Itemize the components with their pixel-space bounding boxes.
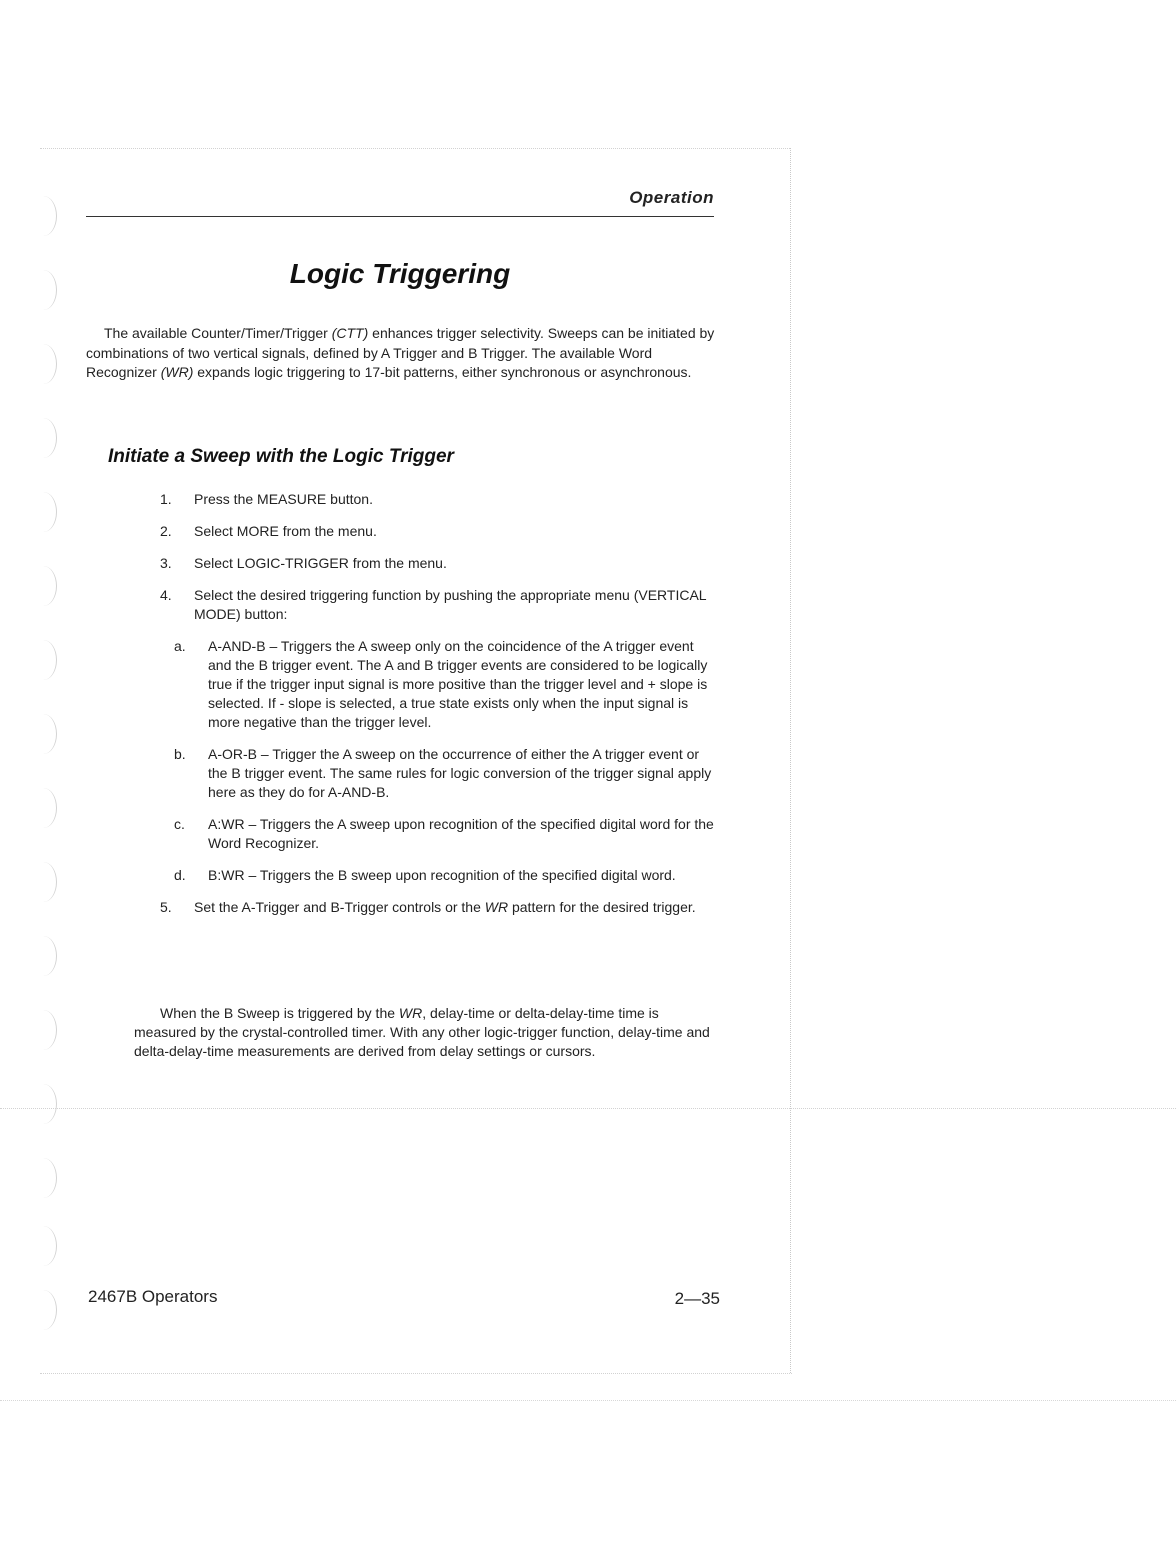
binder-hole-icon bbox=[30, 566, 57, 606]
sub-text: A:WR – Triggers the A sweep upon recognition of the specified digital word for the Word Recognizer. bbox=[208, 816, 714, 851]
page-edge-top bbox=[40, 148, 790, 149]
binder-hole-icon bbox=[30, 788, 57, 828]
section-heading: Initiate a Sweep with the Logic Trigger bbox=[108, 446, 454, 467]
list-item bbox=[160, 522, 720, 541]
step-number: 2. bbox=[160, 523, 172, 539]
step-text: Select LOGIC-TRIGGER from the menu. bbox=[194, 555, 447, 571]
step-text-1: Set the A-Trigger and B-Trigger controls or the bbox=[194, 899, 485, 915]
binder-hole-icon bbox=[30, 196, 57, 236]
step-text-2: pattern for the desired trigger. bbox=[508, 899, 696, 915]
sub-letter: b. bbox=[174, 746, 186, 762]
step-number: 5. bbox=[160, 899, 172, 915]
binder-hole-icon bbox=[30, 344, 57, 384]
binder-hole-icon bbox=[30, 936, 57, 976]
intro-ctt: (CTT) bbox=[331, 325, 369, 341]
sub-text: B:WR – Triggers the B sweep upon recognition of the specified digital word. bbox=[208, 867, 676, 883]
sub-letter: d. bbox=[174, 867, 186, 883]
binder-hole-icon bbox=[30, 270, 57, 310]
sub-list-item bbox=[160, 637, 720, 732]
step-number: 1. bbox=[160, 491, 172, 507]
closing-text-1: When the B Sweep is triggered by the bbox=[160, 1005, 399, 1021]
header-rule bbox=[86, 216, 714, 217]
step-list bbox=[160, 490, 720, 930]
binder-hole-icon bbox=[30, 862, 57, 902]
binder-hole-icon bbox=[30, 418, 57, 458]
page-edge-bottom bbox=[40, 1373, 792, 1374]
intro-text-1: The available Counter/Timer/Trigger bbox=[104, 325, 332, 341]
step-number: 4. bbox=[160, 587, 172, 603]
binder-hole-icon bbox=[30, 1290, 57, 1330]
closing-wr: WR bbox=[398, 1005, 423, 1021]
intro-text-3: expands logic triggering to 17-bit patterns, either synchronous or asynchronous. bbox=[193, 364, 692, 380]
step-text: Select MORE from the menu. bbox=[194, 523, 377, 539]
step-text: Select the desired triggering function by pushing the appropriate menu (VERTICAL MODE) button: bbox=[194, 587, 707, 622]
page-title: Logic Triggering bbox=[289, 258, 511, 289]
sub-list-item bbox=[160, 815, 720, 853]
footer-page-number: 2—35 bbox=[674, 1289, 720, 1308]
page-edge-right bbox=[790, 148, 791, 1373]
list-item bbox=[160, 554, 720, 573]
step-number: 3. bbox=[160, 555, 172, 571]
intro-paragraph bbox=[86, 324, 716, 383]
sub-list-item bbox=[160, 866, 720, 885]
footer-manual-name: 2467B Operators bbox=[88, 1287, 218, 1306]
sub-letter: a. bbox=[174, 638, 186, 654]
binder-hole-icon bbox=[30, 1158, 57, 1198]
binder-hole-icon bbox=[30, 1226, 57, 1266]
sub-text: A-OR-B – Trigger the A sweep on the occurrence of either the A trigger event or the B trigger event. The same rules for logic conversion of the trigger signal apply here as they do for A-AND-B. bbox=[208, 746, 712, 800]
step-text: Press the MEASURE button. bbox=[194, 491, 373, 507]
binder-hole-icon bbox=[30, 714, 57, 754]
running-head: Operation bbox=[629, 188, 714, 207]
binder-hole-icon bbox=[30, 640, 57, 680]
intro-wr: (WR) bbox=[160, 364, 194, 380]
scan-line bbox=[0, 1108, 1176, 1109]
binder-hole-icon bbox=[30, 492, 57, 532]
binder-hole-icon bbox=[30, 1010, 57, 1050]
scan-line-bottom bbox=[0, 1400, 1176, 1401]
sub-text: A-AND-B – Triggers the A sweep only on the coincidence of the A trigger event and the B trigger event. The A and B trigger events are considered to be logically true if the trigger input signal is more positive than the trigger level and + slope is selected. If - slope is selected, a true state exists only when the input signal is more negative than the trigger level. bbox=[208, 638, 708, 730]
sub-letter: c. bbox=[174, 816, 185, 832]
list-item bbox=[160, 898, 720, 917]
step-wr: WR bbox=[484, 899, 509, 915]
closing-text-2: , delay-time or delta-delay-time time is measured by the crystal-controlled timer. With any other logic-trigger function, delay-time and delta-delay-time measurements are derived from delay settings or cursors. bbox=[134, 1005, 710, 1059]
binder-hole-icon bbox=[30, 1084, 57, 1124]
list-item bbox=[160, 490, 720, 509]
list-item bbox=[160, 586, 720, 624]
closing-paragraph bbox=[134, 1004, 718, 1061]
intro-text-2: enhances trigger selectivity. Sweeps can be initiated by combinations of two vertical signals, defined by A Trigger and B Trigger. The available Word Recognizer bbox=[86, 325, 715, 380]
sub-list-item bbox=[160, 745, 720, 802]
